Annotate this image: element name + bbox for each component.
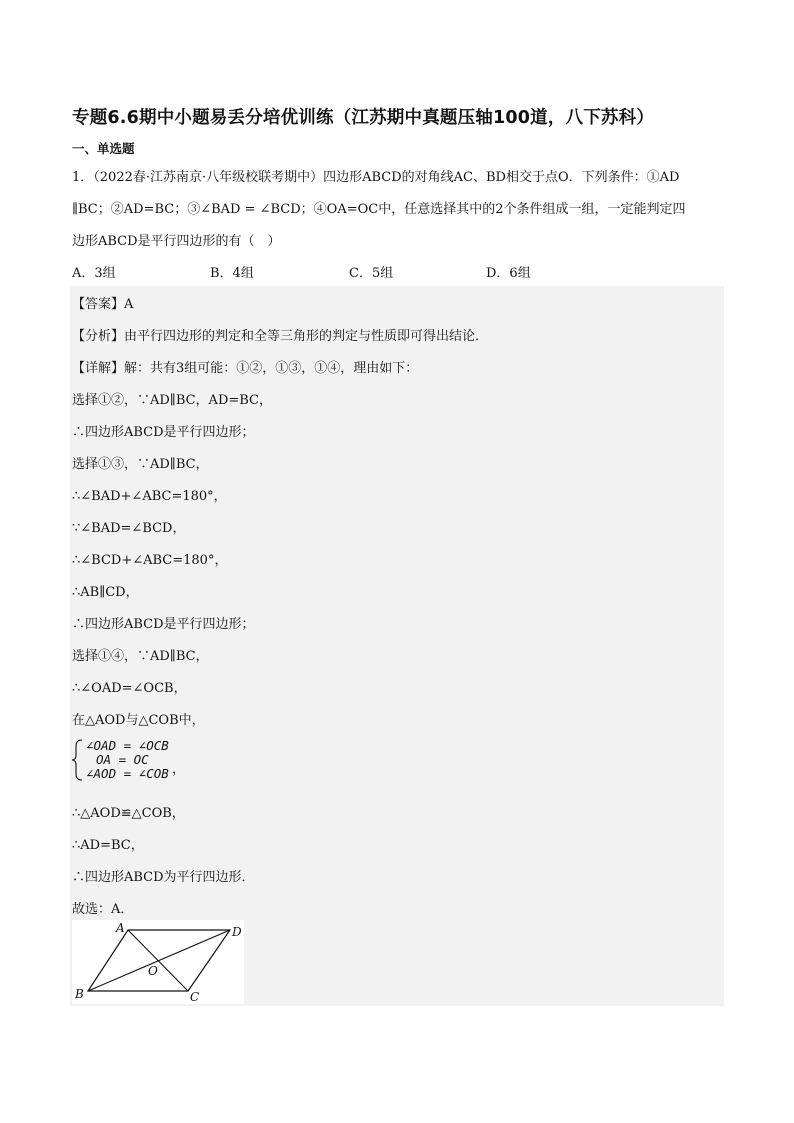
step-line: ∴∠BCD+∠ABC=180°， [72, 553, 228, 568]
equation-comma: ， [172, 762, 186, 777]
step-line: ∴AB∥CD， [72, 585, 139, 600]
step-line: ∴四边形ABCD是平行四边形； [72, 425, 255, 440]
vertex-label-a: A [116, 921, 125, 935]
step-line: 在△AOD与△COB中， [72, 713, 205, 728]
section-heading: 一、单选题 [72, 141, 135, 156]
step-line: ∴△AOD≌△COB， [72, 806, 185, 821]
step-line: 选择①④，∵AD∥BC， [72, 649, 209, 664]
step-line: ∴∠BAD+∠ABC=180°， [72, 489, 227, 504]
option-b: B．4组 [210, 266, 254, 281]
option-c: C．5组 [349, 266, 394, 281]
step-line: ∴四边形ABCD是平行四边形； [72, 617, 255, 632]
equation-row-2: OA = OC [96, 752, 149, 767]
step-line: 选择①③，∵AD∥BC， [72, 457, 209, 472]
step-line: ∴AD=BC， [72, 838, 144, 853]
equation-row-1: ∠OAD = ∠OCB [86, 738, 169, 753]
equation-row-3: ∠AOD = ∠COB [86, 766, 169, 781]
question-line-3: 边形ABCD是平行四边形的有（ ） [72, 234, 281, 249]
option-a: A．3组 [72, 266, 116, 281]
option-d: D．6组 [486, 266, 531, 281]
intersection-label-o: O [148, 964, 158, 978]
step-line: ∵∠BAD=∠BCD， [72, 521, 186, 536]
page-title: 专题6.6期中小题易丢分培优训练（江苏期中真题压轴100道，八下苏科） [72, 108, 655, 128]
step-line: 选择①②，∵AD∥BC，AD=BC， [72, 393, 273, 408]
final-choice-line: 故选：A． [72, 902, 134, 917]
step-line: ∴四边形ABCD为平行四边形． [72, 870, 255, 885]
question-line-1: 1．（2022春·江苏南京·八年级校联考期中）四边形ABCD的对角线AC、BD相交于点O．下列条件：①AD [72, 170, 680, 185]
analysis-line: 【分析】由平行四边形的判定和全等三角形的判定与性质即可得出结论． [72, 329, 489, 344]
detail-line: 【详解】解：共有3组可能：①②，①③，①④，理由如下： [72, 361, 419, 376]
answer-line: 【答案】A [72, 297, 134, 312]
parallelogram-figure [72, 920, 244, 1004]
question-line-2: ∥BC；②AD=BC；③∠BAD = ∠BCD；④OA=OC中，任意选择其中的2个条件组成一组，一定能判定四 [72, 202, 686, 217]
step-line: ∴∠OAD=∠OCB， [72, 681, 187, 696]
vertex-label-d: D [232, 925, 242, 939]
vertex-label-c: C [190, 990, 200, 1004]
vertex-label-b: B [75, 987, 84, 1001]
parallelogram-diagram [72, 920, 244, 1004]
